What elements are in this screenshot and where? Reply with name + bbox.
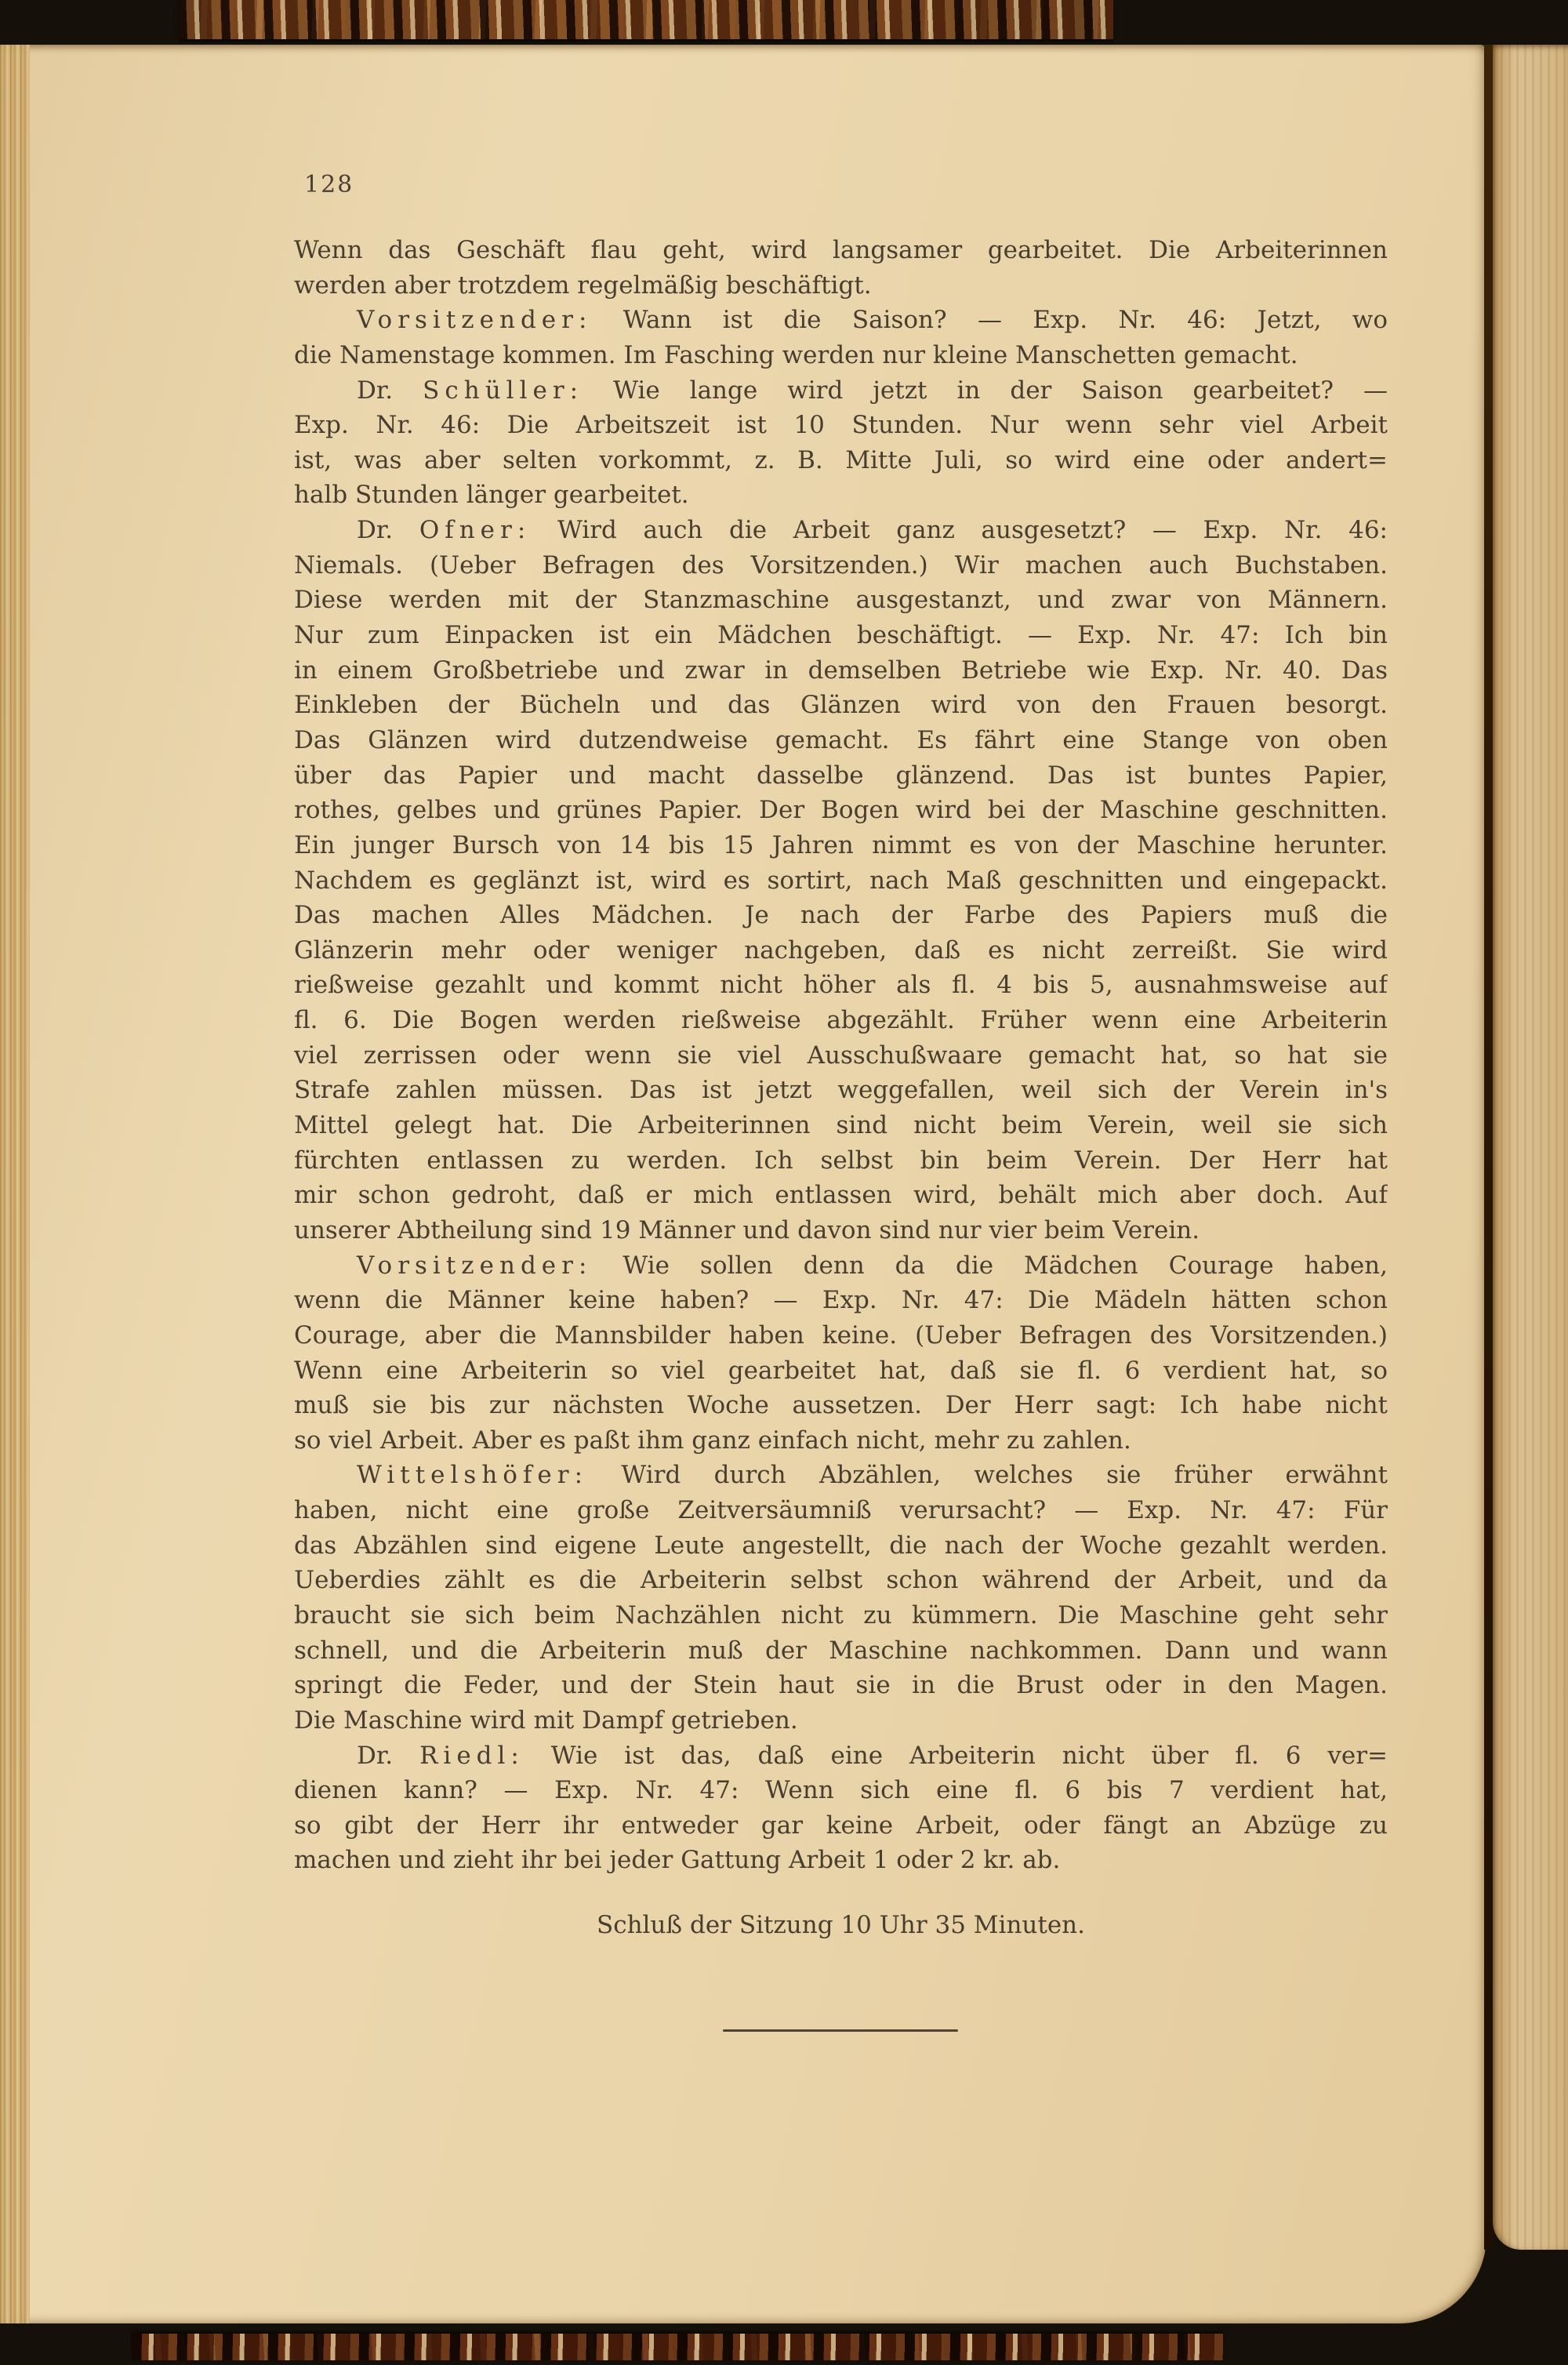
text-line <box>294 828 1388 863</box>
text-line <box>294 1318 1388 1353</box>
book-top-marbled-edge <box>179 0 1113 39</box>
line-text: Einkleben der Bücheln und das Glänzen wird von den Frauen besorgt. <box>294 691 1388 720</box>
speaker-title: Dr. <box>357 516 419 545</box>
speaker-name: Riedl: <box>419 1741 524 1770</box>
speaker-name: Vorsitzender: <box>357 1251 593 1280</box>
text-line <box>294 513 1388 548</box>
text-line <box>294 1738 1388 1774</box>
line-text: Nur zum Einpacken ist ein Mädchen beschäftigt. — Exp. Nr. 47: Ich bin <box>294 621 1388 650</box>
text-line <box>294 478 1388 513</box>
line-text: Mittel gelegt hat. Die Arbeiterinnen sind nicht beim Verein, weil sie sich <box>294 1111 1388 1140</box>
line-text: in einem Großbetriebe und zwar in demselben Betriebe wie Exp. Nr. 40. Das <box>294 656 1388 685</box>
line-text: rießweise gezahlt und kommt nicht höher als fl. 4 bis 5, ausnahmsweise auf <box>294 971 1388 1000</box>
line-text: dienen kann? — Exp. Nr. 47: Wenn sich eine fl. 6 bis 7 verdient hat, <box>294 1776 1388 1805</box>
line-text: Das machen Alles Mädchen. Je nach der Farbe des Papiers muß die <box>294 901 1388 930</box>
text-line <box>294 793 1388 828</box>
line-text: braucht sie sich beim Nachzählen nicht zu kümmern. Die Maschine geht sehr <box>294 1600 1388 1629</box>
text-line <box>294 1283 1388 1318</box>
text-line <box>294 688 1388 723</box>
text-line <box>294 233 1388 268</box>
line-text: machen und zieht ihr bei jeder Gattung Arbeit 1 oder 2 kr. ab. <box>294 1846 1061 1875</box>
text-line <box>294 1808 1388 1844</box>
line-text: Nachdem es geglänzt ist, wird es sortirt, nach Maß geschnitten und eingepackt. <box>294 866 1388 895</box>
text-line <box>294 1388 1388 1423</box>
text-line <box>294 443 1388 478</box>
text-line <box>294 933 1388 968</box>
line-text: Glänzerin mehr oder weniger nachgeben, daß es nicht zerreißt. Sie wird <box>294 935 1388 965</box>
speaker-name: Ofner: <box>419 516 532 545</box>
text-line <box>294 1563 1388 1598</box>
line-text: über das Papier und macht dasselbe glänzend. Das ist buntes Papier, <box>294 761 1388 790</box>
text-line <box>294 1773 1388 1808</box>
line-text: wenn die Männer keine haben? — Exp. Nr. 47: Die Mädeln hätten schon <box>294 1286 1388 1315</box>
line-text: fürchten entlassen zu werden. Ich selbst bin beim Verein. Der Herr hat <box>294 1146 1388 1175</box>
text-line <box>294 1038 1388 1074</box>
text-line <box>294 303 1388 338</box>
text-line <box>294 373 1388 409</box>
separator-rule <box>723 2029 958 2032</box>
speaker-title: Dr. <box>357 376 423 405</box>
line-text: muß sie bis zur nächsten Woche aussetzen. Der Herr sagt: Ich habe nicht <box>294 1391 1388 1420</box>
line-text: halb Stunden länger gearbeitet. <box>294 481 689 510</box>
line-text: springt die Feder, und der Stein haut sie in die Brust oder in den Magen. <box>294 1671 1388 1700</box>
book-bottom-marbled-edge <box>132 2334 1223 2360</box>
speaker-name: Schüller: <box>423 376 584 405</box>
line-text: ist, was aber selten vorkommt, z. B. Mitte Juli, so wird eine oder andert= <box>294 445 1388 474</box>
line-text: so gibt der Herr ihr entweder gar keine Arbeit, oder fängt an Abzüge zu <box>294 1811 1388 1840</box>
text-line <box>294 618 1388 653</box>
text-line <box>294 1108 1388 1143</box>
text-line <box>294 1633 1388 1669</box>
text-line <box>294 1598 1388 1633</box>
text-line <box>294 1703 1388 1738</box>
line-text: Wie ist das, daß eine Arbeiterin nicht über fl. 6 ver= <box>524 1741 1388 1770</box>
line-text: Wenn eine Arbeiterin so viel gearbeitet hat, daß sie fl. 6 verdient hat, so <box>294 1356 1388 1385</box>
text-line <box>294 1493 1388 1528</box>
text-line <box>294 583 1388 618</box>
line-text: Diese werden mit der Stanzmaschine ausgestanzt, und zwar von Männern. <box>294 586 1388 615</box>
page-number: 128 <box>304 171 354 198</box>
text-line <box>294 1073 1388 1108</box>
line-text: Wird auch die Arbeit ganz ausgesetzt? — Exp. Nr. 46: <box>531 516 1388 545</box>
line-text: unserer Abtheilung sind 19 Männer und davon sind nur vier beim Verein. <box>294 1215 1200 1244</box>
text-line <box>294 1248 1388 1284</box>
text-block <box>294 233 1388 1878</box>
line-text: Das Glänzen wird dutzendweise gemacht. Es fährt eine Stange von oben <box>294 725 1388 754</box>
text-line <box>294 338 1388 373</box>
line-text: Wird durch Abzählen, welches sie früher erwähnt <box>588 1461 1388 1490</box>
text-line <box>294 863 1388 899</box>
text-line <box>294 1353 1388 1389</box>
line-text: mir schon gedroht, daß er mich entlassen wird, behält mich aber doch. Auf <box>294 1181 1388 1210</box>
speaker-title: Dr. <box>357 1741 420 1770</box>
text-line <box>294 408 1388 443</box>
closing-line: Schluß der Sitzung 10 Uhr 35 Minuten. <box>596 1911 1085 1939</box>
line-text: so viel Arbeit. Aber es paßt ihm ganz einfach nicht, mehr zu zahlen. <box>294 1426 1131 1455</box>
line-text: haben, nicht eine große Zeitversäumniß verursacht? — Exp. Nr. 47: Für <box>294 1496 1388 1525</box>
text-line <box>294 1003 1388 1038</box>
text-line <box>294 1423 1388 1459</box>
text-line <box>294 1668 1388 1703</box>
text-line <box>294 723 1388 758</box>
text-line <box>294 653 1388 688</box>
stacked-pages-left-edge <box>0 45 30 2323</box>
line-text: Wann ist die Saison? — Exp. Nr. 46: Jetzt, wo <box>592 306 1388 335</box>
line-text: Strafe zahlen müssen. Das ist jetzt weggefallen, weil sich der Verein in's <box>294 1076 1388 1105</box>
line-text: Wie lange wird jetzt in der Saison gearbeitet? — <box>583 376 1388 405</box>
line-text: das Abzählen sind eigene Leute angestellt, die nach der Woche gezahlt werden. <box>294 1531 1388 1560</box>
line-text: Wenn das Geschäft flau geht, wird langsamer gearbeitet. Die Arbeiterinnen <box>294 236 1388 264</box>
text-line <box>294 1213 1388 1248</box>
text-line <box>294 968 1388 1003</box>
line-text: Ueberdies zählt es die Arbeiterin selbst schon während der Arbeit, und da <box>294 1566 1388 1595</box>
line-text: Die Maschine wird mit Dampf getrieben. <box>294 1706 798 1735</box>
line-text: werden aber trotzdem regelmäßig beschäftigt. <box>294 271 872 300</box>
text-line <box>294 758 1388 794</box>
text-line <box>294 1458 1388 1493</box>
line-text: rothes, gelbes und grünes Papier. Der Bogen wird bei der Maschine geschnitten. <box>294 796 1388 825</box>
next-page-edge <box>1493 45 1568 2250</box>
line-text: Wie sollen denn da die Mädchen Courage haben, <box>592 1251 1388 1280</box>
text-line <box>294 898 1388 933</box>
speaker-name: Wittelshöfer: <box>357 1461 589 1490</box>
line-text: Courage, aber die Mannsbilder haben keine. (Ueber Befragen des Vorsitzenden.) <box>294 1321 1388 1350</box>
line-text: Ein junger Bursch von 14 bis 15 Jahren nimmt es von der Maschine herunter. <box>294 830 1388 859</box>
line-text: schnell, und die Arbeiterin muß der Maschine nachkommen. Dann und wann <box>294 1636 1388 1665</box>
text-line <box>294 268 1388 303</box>
line-text: fl. 6. Die Bogen werden rießweise abgezählt. Früher wenn eine Arbeiterin <box>294 1006 1388 1035</box>
text-line <box>294 548 1388 583</box>
line-text: viel zerrissen oder wenn sie viel Ausschußwaare gemacht hat, so hat sie <box>294 1041 1388 1070</box>
text-line <box>294 1843 1388 1878</box>
speaker-name: Vorsitzender: <box>357 306 593 335</box>
text-line <box>294 1143 1388 1179</box>
line-text: Exp. Nr. 46: Die Arbeitszeit ist 10 Stunden. Nur wenn sehr viel Arbeit <box>294 411 1388 440</box>
text-line <box>294 1528 1388 1564</box>
line-text: Niemals. (Ueber Befragen des Vorsitzenden.) Wir machen auch Buchstaben. <box>294 550 1388 579</box>
text-line <box>294 1178 1388 1213</box>
line-text: die Namenstage kommen. Im Fasching werden nur kleine Manschetten gemacht. <box>294 340 1298 369</box>
